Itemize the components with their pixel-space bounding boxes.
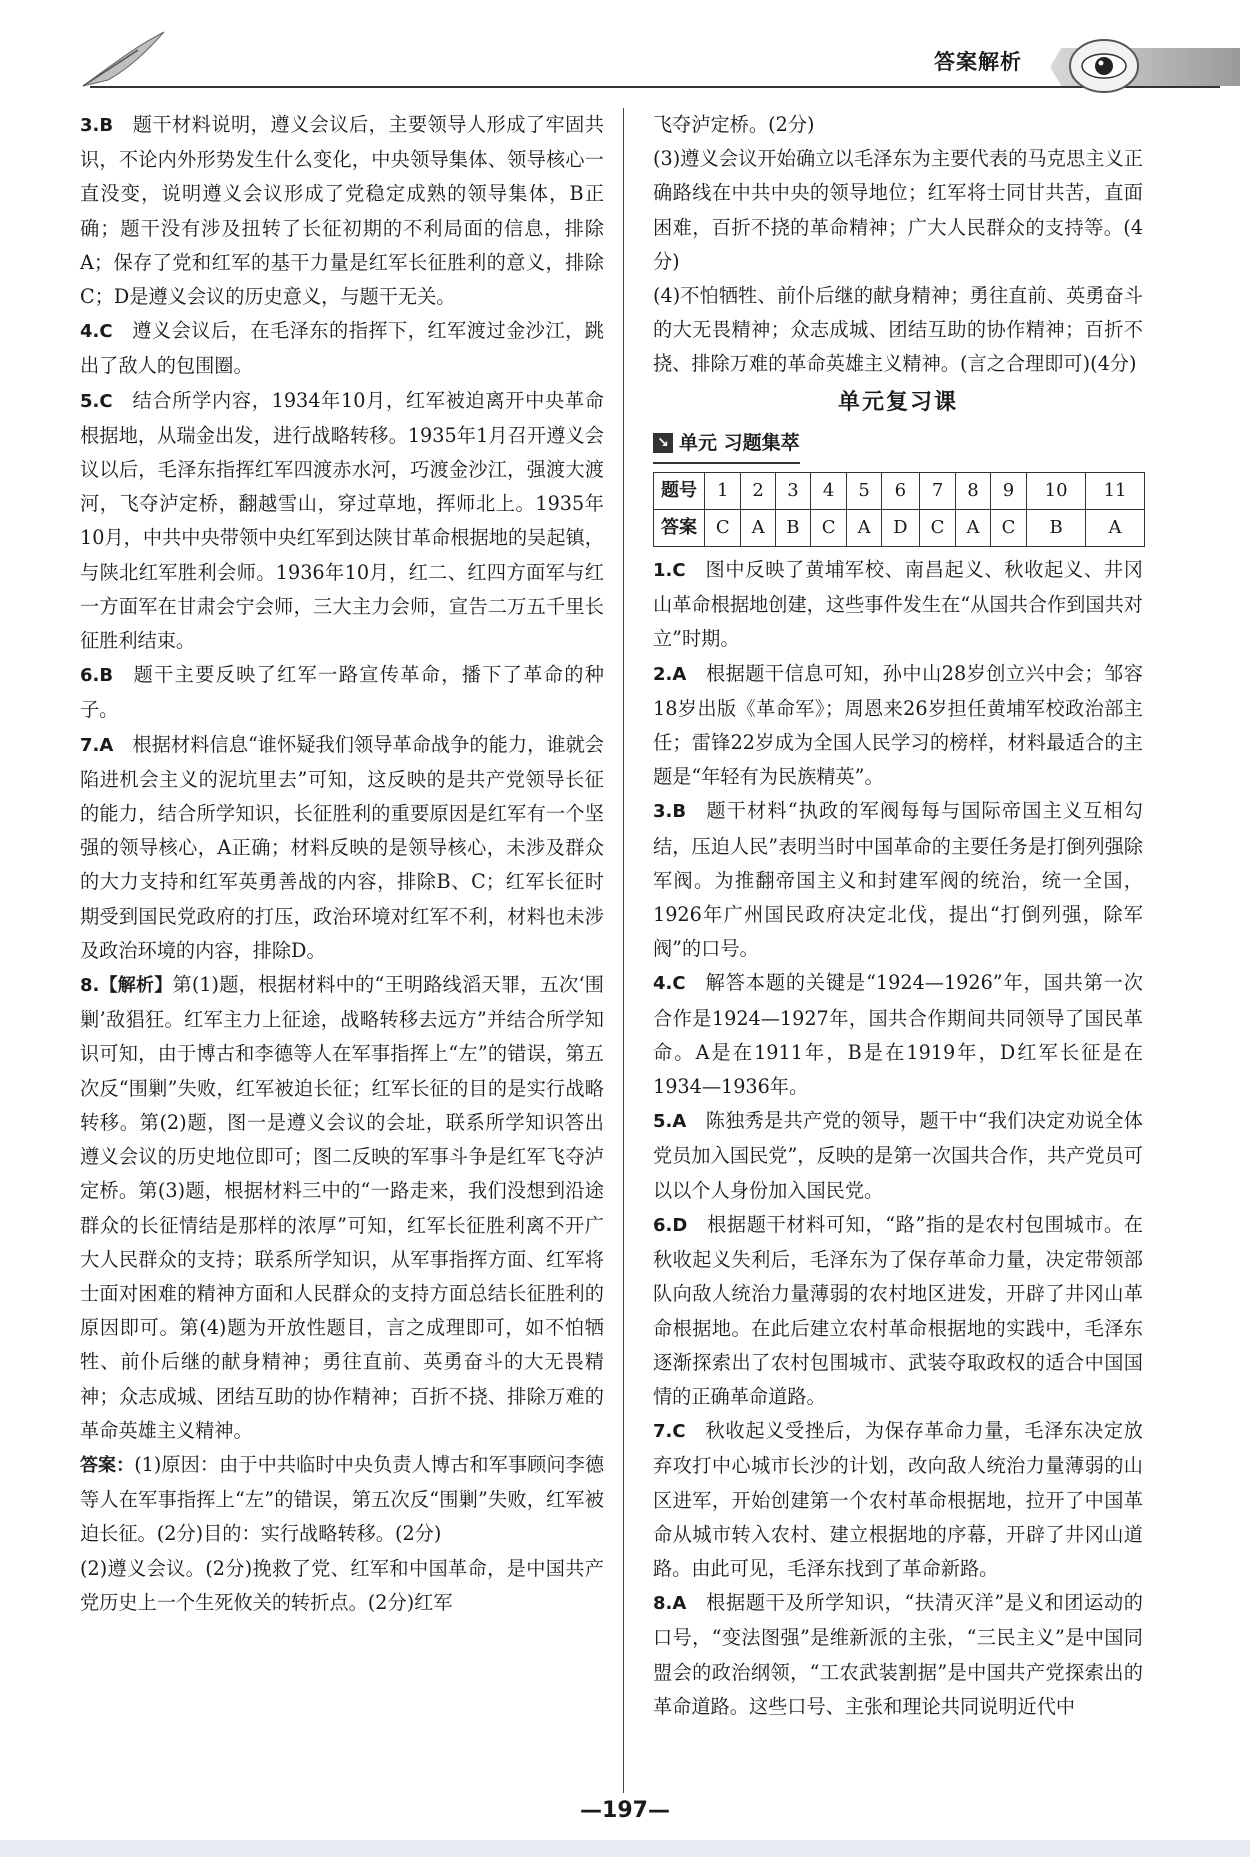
page-number: —197— (580, 1798, 670, 1823)
list-item: 8.A 根据题干及所学知识，“扶清灭洋”是义和团运动的口号，“变法图强”是维新派的主张，“三民主义”是中国同盟会的政治纲领，“工农武装割据”是中国共产党探索出的革命道路。这些口号、主张和理论共同说明近代中 (653, 1591, 1143, 1718)
list-item: 飞夺泸定桥。(2分) (653, 113, 815, 136)
table-cell: C (919, 510, 955, 547)
table-cell: A (1086, 510, 1145, 547)
table-cell: 10 (1027, 473, 1086, 510)
header-rule (90, 86, 1220, 88)
table-cell: A (847, 510, 881, 547)
section-subtitle: ↘ 单元 习题集萃 (653, 426, 800, 464)
list-item: 8.【解析】第(1)题，根据材料中的“王明路线滔天罪，五次‘围剿’敌猖狂。红军主力上征途，战略转移去远方”并结合所学知识可知，由于博古和李德等人在军事指挥上“左”的错误，第五次反“围剿”失败，红军被迫长征；红军长征的目的是实行战略转移。第(2)题，图一是遵义会议的会址，联系所学知识答出遵义会议的历史地位即可；图二反映的军事斗争是红军飞夺泸定桥。第(3)题，根据材料三中的“一路走来，我们没想到沿途群众的长征情结是那样的浓厚”可知，红军长征胜利离不开广大人民群众的支持；联系所学知识，从军事指挥方面、红军将士面对困难的精神方面和人民群众的支持方面总结长征胜利的原因即可。第(4)题为开放性题目，言之成理即可，如不怕牺牲、前仆后继的献身精神；勇往直前、英勇奋斗的大无畏精神；众志成城、团结互助的协作精神；百折不挠、排除万难的革命英雄主义精神。 (80, 973, 604, 1442)
table-cell: D (881, 510, 919, 547)
table-header: 答案 (654, 510, 705, 547)
table-cell: C (990, 510, 1026, 547)
table-cell: C (705, 510, 741, 547)
answer-table (653, 472, 1145, 547)
list-item: 5.A 陈独秀是共产党的领导，题干中“我们决定劝说全体党员加入国民党”，反映的是第一次国共合作，共产党员可以以个人身份加入国民党。 (653, 1109, 1143, 1202)
table-cell: C (810, 510, 846, 547)
table-cell: 1 (705, 473, 741, 510)
list-item: 3.B 题干材料“执政的军阀每每与国际帝国主义互相勾结，压迫人民”表明当时中国革命的主要任务是打倒列强除军阀。为推翻帝国主义和封建军阀的统治，统一全国，1926年广州国民政府决定北伐，提出“打倒列强，除军阀”的口号。 (653, 799, 1143, 961)
list-item: 2.A 根据题干信息可知，孙中山28岁创立兴中会；邹容18岁出版《革命军》；周恩来26岁担任黄埔军校政治部主任；雷锋22岁成为全国人民学习的榜样，材料最适合的主题是“年轻有为民族精英”。 (653, 661, 1143, 789)
table-cell: 6 (881, 473, 919, 510)
right-column (653, 108, 1143, 1724)
table-cell: 7 (919, 473, 955, 510)
list-item: (2)遵义会议。(2分)挽救了党、红军和中国革命，是中国共产党历史上一个生死攸关的转折点。(2分)红军 (80, 1556, 604, 1614)
list-item: 6.B 题干主要反映了红军一路宣传革命，播下了革命的种子。 (80, 663, 604, 722)
table-cell: B (775, 510, 810, 547)
list-item: (4)不怕牺牲、前仆后继的献身精神；勇往直前、英勇奋斗的大无畏精神；众志成城、团结互助的协作精神；百折不挠、排除万难的革命英雄主义精神。(言之合理即可)(4分) (653, 284, 1143, 376)
table-row (654, 473, 1145, 510)
section-title: 单元复习课 (837, 389, 958, 415)
list-item: 3.B 题干材料说明，遵义会议后，主要领导人形成了牢固共识，不论内外形势发生什么变化，中央领导集体、领导核心一直没变，说明遵义会议形成了党稳定成熟的领导集体，B正确；题干没有涉及扭转了长征初期的不利局面的信息，排除A；保存了党和红军的基干力量是红军长征胜利的意义，排除C；D是遵义会议的历史意义，与题干无关。 (80, 113, 604, 309)
table-cell: 2 (741, 473, 775, 510)
table-cell: A (956, 510, 990, 547)
table-cell: 5 (847, 473, 881, 510)
table-cell: A (741, 510, 775, 547)
list-item: 答案：(1)原因：由于中共临时中央负责人博古和军事顾问李德等人在军事指挥上“左”的错误，第五次反“围剿”失败，红军被迫长征。(2分)目的：实行战略转移。(2分) (80, 1452, 605, 1546)
arrow-icon: ↘ (653, 433, 673, 453)
table-cell: 8 (956, 473, 990, 510)
list-item: 6.D 根据题干材料可知，“路”指的是农村包围城市。在秋收起义失利后，毛泽东为了保存革命力量，决定带领部队向敌人统治力量薄弱的农村地区进发，开辟了井冈山革命根据地。在此后建立农村革命根据地的实践中，毛泽东逐渐探索出了农村包围城市、武装夺取政权的适合中国国情的正确革命道路。 (653, 1212, 1143, 1408)
list-item: 7.C 秋收起义受挫后，为保存革命力量，毛泽东决定放弃攻打中心城市长沙的计划，改向敌人统治力量薄弱的山区进军，开始创建第一个农村革命根据地，拉开了中国革命从城市转入农村、建立根据地的序幕，开辟了井冈山道路。由此可见，毛泽东找到了革命新路。 (653, 1419, 1143, 1580)
page-header (0, 0, 1250, 92)
table-cell: 11 (1086, 473, 1145, 510)
table-header: 题号 (654, 473, 705, 510)
feather-icon (78, 28, 168, 90)
list-item: (3)遵义会议开始确立以毛泽东为主要代表的马克思主义正确路线在中共中央的领导地位；红军将士同甘共苦，直面困难，百折不挠的革命精神；广大人民群众的支持等。(4分) (653, 147, 1143, 273)
list-item: 5.C 结合所学内容，1934年10月，红军被迫离开中央革命根据地，从瑞金出发，进行战略转移。1935年1月召开遵义会议以后，毛泽东指挥红军四渡赤水河，巧渡金沙江，强渡大渡河，飞夺泸定桥，翻越雪山，穿过草地，挥师北上。1935年10月，中共中央带领中央红军到达陕甘革命根据地的吴起镇，与陕北红军胜利会师。1936年10月，红二、红四方面军与红一方面军在甘肃会宁会师，三大主力会师，宣告二万五千里长征胜利结束。 (80, 388, 604, 653)
left-column (80, 108, 604, 1620)
table-cell: 4 (810, 473, 846, 510)
list-item: 4.C 解答本题的关键是“1924—1926”年，国共第一次合作是1924—1927年，国共合作期间共同领导了国民革命。A是在1911年，B是在1919年，D红军长征是在1934—1936年。 (653, 971, 1143, 1099)
list-item: 7.A 根据材料信息“谁怀疑我们领导革命战争的能力，谁就会陷进机会主义的泥坑里去”可知，这反映的是共产党领导长征的能力，结合所学知识，长征胜利的重要原因是红军有一个坚强的领导核心，A正确；材料反映的是领导核心，未涉及群众的大力支持和红军英勇善战的内容，排除B、C；红军长征时期受到国民党政府的打压，政治环境对红军不利，材料也未涉及政治环境的内容，排除D。 (80, 732, 604, 962)
table-row (654, 510, 1145, 547)
table-cell: B (1027, 510, 1086, 547)
table-cell: 9 (990, 473, 1026, 510)
column-divider (623, 108, 624, 1793)
header-title: 答案解析 (934, 50, 1022, 74)
list-item: 4.C 遵义会议后，在毛泽东的指挥下，红军渡过金沙江，跳出了敌人的包围圈。 (80, 319, 604, 378)
list-item: 1.C 图中反映了黄埔军校、南昌起义、秋收起义、井冈山革命根据地创建，这些事件发生在“从国共合作到国共对立”时期。 (653, 558, 1143, 651)
table-cell: 3 (775, 473, 810, 510)
eye-logo-icon (1068, 38, 1140, 94)
bottom-band (0, 1840, 1250, 1857)
